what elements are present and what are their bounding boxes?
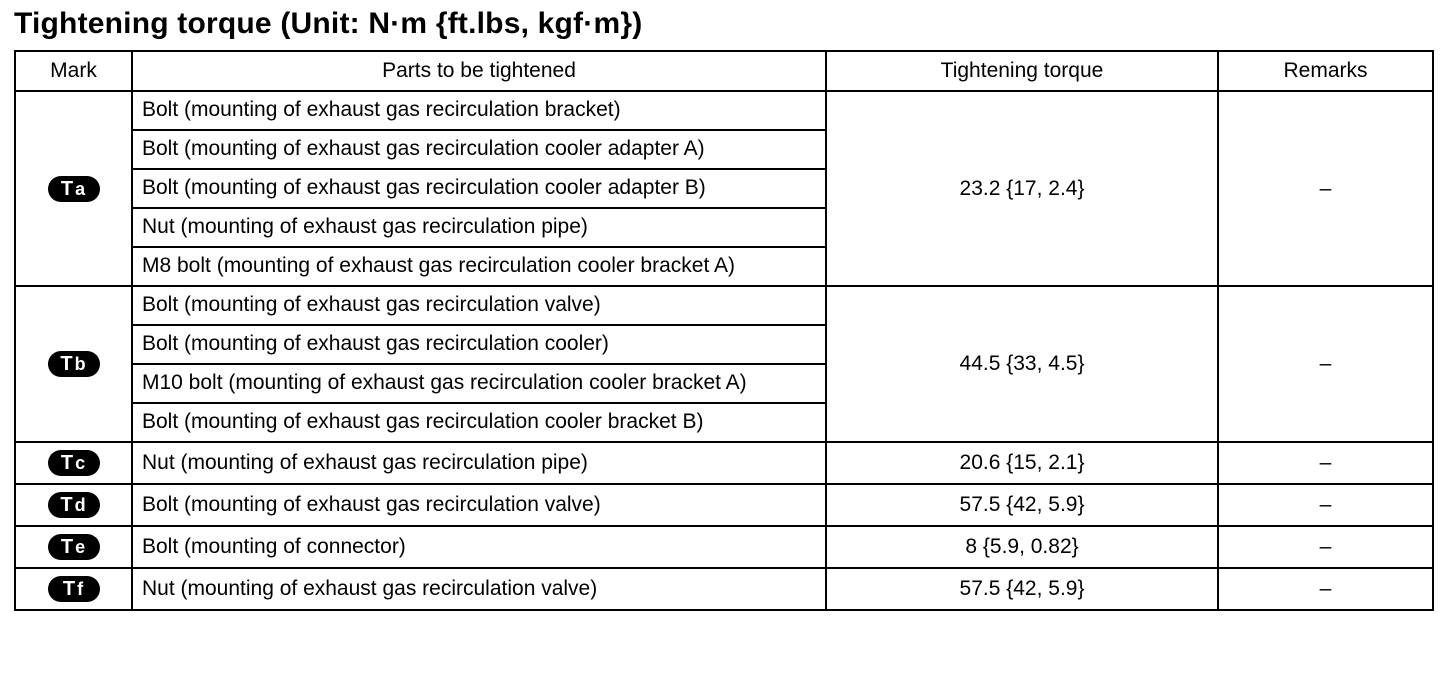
torque-cell: 57.5 {42, 5.9} bbox=[826, 484, 1218, 526]
part-cell: M8 bolt (mounting of exhaust gas recirculation cooler bracket A) bbox=[132, 247, 826, 286]
mark-letter: c bbox=[75, 453, 87, 473]
torque-cell: 57.5 {42, 5.9} bbox=[826, 568, 1218, 610]
mark-prefix: T bbox=[62, 578, 77, 600]
mark-prefix: T bbox=[60, 452, 75, 474]
remarks-cell: – bbox=[1218, 484, 1433, 526]
part-cell: Bolt (mounting of exhaust gas recirculation cooler bracket B) bbox=[132, 403, 826, 442]
mark-letter: a bbox=[75, 178, 87, 199]
header-parts: Parts to be tightened bbox=[132, 51, 826, 91]
torque-cell: 23.2 {17, 2.4} bbox=[826, 91, 1218, 286]
remarks-cell: – bbox=[1218, 568, 1433, 610]
torque-cell: 20.6 {15, 2.1} bbox=[826, 442, 1218, 484]
part-cell: Nut (mounting of exhaust gas recirculation pipe) bbox=[132, 442, 826, 484]
table-row bbox=[15, 91, 1433, 130]
table-row bbox=[15, 526, 1433, 568]
part-cell: M10 bolt (mounting of exhaust gas recirculation cooler bracket A) bbox=[132, 364, 826, 403]
header-mark: Mark bbox=[15, 51, 132, 91]
part-cell: Bolt (mounting of exhaust gas recirculation cooler adapter B) bbox=[132, 169, 826, 208]
remarks-cell: – bbox=[1218, 526, 1433, 568]
header-torque: Tightening torque bbox=[826, 51, 1218, 91]
part-cell: Nut (mounting of exhaust gas recirculation pipe) bbox=[132, 208, 826, 247]
torque-mark-badge-e bbox=[48, 534, 100, 560]
mark-cell bbox=[15, 91, 132, 286]
table-body bbox=[15, 91, 1433, 610]
part-cell: Bolt (mounting of exhaust gas recirculation valve) bbox=[132, 484, 826, 526]
mark-prefix: T bbox=[60, 177, 75, 200]
part-cell: Bolt (mounting of exhaust gas recirculation cooler) bbox=[132, 325, 826, 364]
page-title: Tightening torque (Unit: N·m {ft.lbs, kgf·m}) bbox=[14, 7, 643, 40]
mark-prefix: T bbox=[60, 536, 75, 558]
remarks-cell: – bbox=[1218, 442, 1433, 484]
torque-mark-badge-a bbox=[48, 176, 100, 202]
mark-cell bbox=[15, 286, 132, 442]
header-remarks: Remarks bbox=[1218, 51, 1433, 91]
table-row bbox=[15, 568, 1433, 610]
mark-letter: f bbox=[77, 579, 85, 599]
table-row bbox=[15, 286, 1433, 325]
header-row bbox=[15, 51, 1433, 91]
torque-table bbox=[14, 50, 1434, 611]
torque-cell: 44.5 {33, 4.5} bbox=[826, 286, 1218, 442]
mark-cell bbox=[15, 484, 132, 526]
part-cell: Nut (mounting of exhaust gas recirculation valve) bbox=[132, 568, 826, 610]
part-cell: Bolt (mounting of exhaust gas recirculation valve) bbox=[132, 286, 826, 325]
mark-letter: b bbox=[74, 354, 87, 374]
part-cell: Bolt (mounting of exhaust gas recirculation bracket) bbox=[132, 91, 826, 130]
mark-prefix: T bbox=[60, 353, 74, 375]
part-cell: Bolt (mounting of connector) bbox=[132, 526, 826, 568]
torque-mark-badge-f bbox=[48, 576, 100, 602]
mark-cell bbox=[15, 568, 132, 610]
mark-cell bbox=[15, 442, 132, 484]
mark-cell bbox=[15, 526, 132, 568]
torque-cell: 8 {5.9, 0.82} bbox=[826, 526, 1218, 568]
torque-mark-badge-d bbox=[48, 492, 100, 518]
mark-letter: d bbox=[74, 495, 87, 515]
remarks-cell: – bbox=[1218, 91, 1433, 286]
torque-mark-badge-c bbox=[48, 450, 100, 476]
remarks-cell: – bbox=[1218, 286, 1433, 442]
torque-mark-badge-b bbox=[48, 351, 100, 377]
table-row bbox=[15, 484, 1433, 526]
mark-letter: e bbox=[75, 537, 87, 557]
table-row bbox=[15, 442, 1433, 484]
part-cell: Bolt (mounting of exhaust gas recirculation cooler adapter A) bbox=[132, 130, 826, 169]
mark-prefix: T bbox=[60, 494, 74, 516]
